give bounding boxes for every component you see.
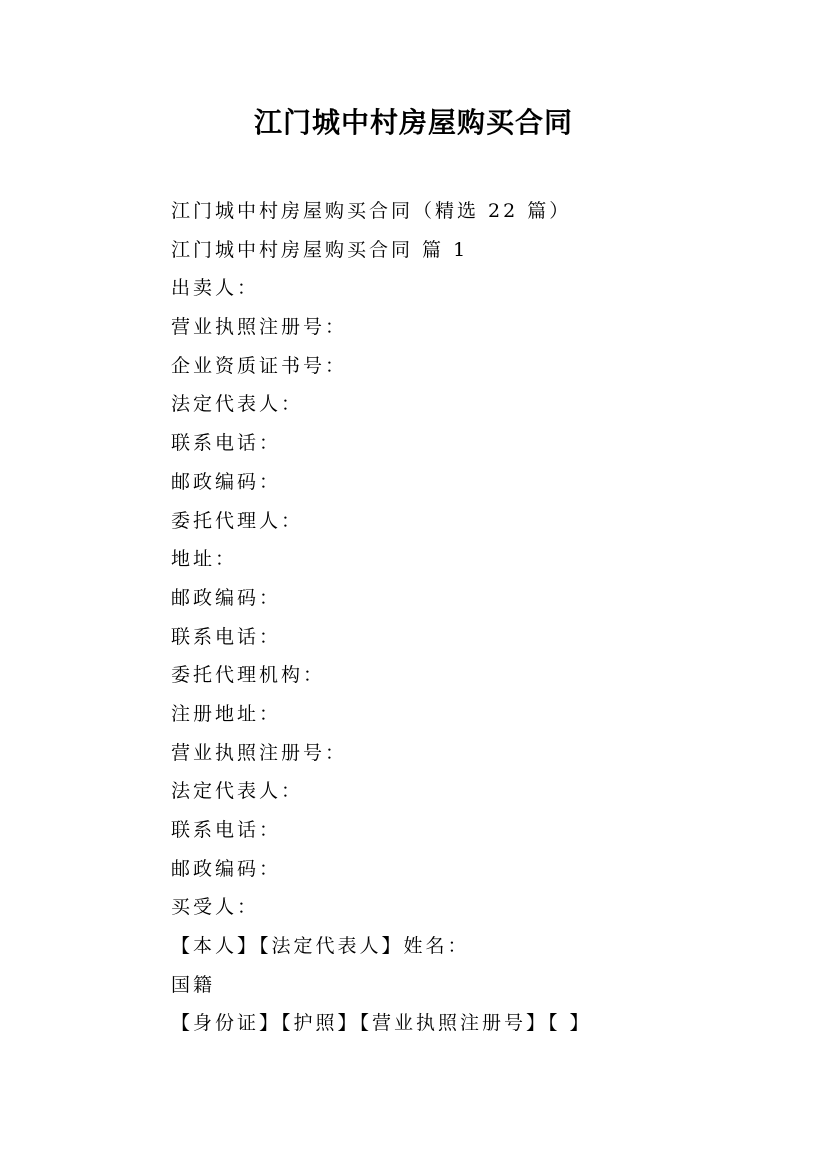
agency-label: 委托代理机构： xyxy=(171,664,326,687)
buyer-name-label: 【本人】【法定代表人】姓名： xyxy=(171,935,470,958)
phone-label: 联系电话： xyxy=(171,819,282,841)
phone-label: 联系电话： xyxy=(171,432,282,455)
nationality-label: 国籍 xyxy=(171,973,216,996)
qualification-cert-label: 企业资质证书号： xyxy=(171,354,348,377)
subtitle-line: 江门城中村房屋购买合同（精选 22 篇） xyxy=(171,200,572,222)
document-body xyxy=(171,192,771,1043)
agent-label: 委托代理人： xyxy=(171,509,304,532)
document-title: 江门城中村房屋购买合同 xyxy=(253,106,573,139)
phone-label: 联系电话： xyxy=(171,625,282,648)
business-license-label: 营业执照注册号： xyxy=(171,741,348,764)
buyer-label: 买受人： xyxy=(171,896,260,919)
address-label: 地址： xyxy=(171,548,238,571)
postcode-label: 邮政编码： xyxy=(171,470,282,493)
registered-address-label: 注册地址： xyxy=(171,702,282,725)
postcode-label: 邮政编码： xyxy=(171,586,282,609)
business-license-label: 营业执照注册号： xyxy=(171,316,348,339)
legal-rep-label: 法定代表人： xyxy=(171,393,304,416)
section-heading: 江门城中村房屋购买合同 篇 1 xyxy=(171,238,469,261)
id-type-label: 【身份证】【护照】【营业执照注册号】【 】 xyxy=(171,1012,592,1035)
seller-label: 出卖人： xyxy=(171,277,260,300)
legal-rep-label: 法定代表人： xyxy=(171,780,304,803)
postcode-label: 邮政编码： xyxy=(171,857,282,880)
